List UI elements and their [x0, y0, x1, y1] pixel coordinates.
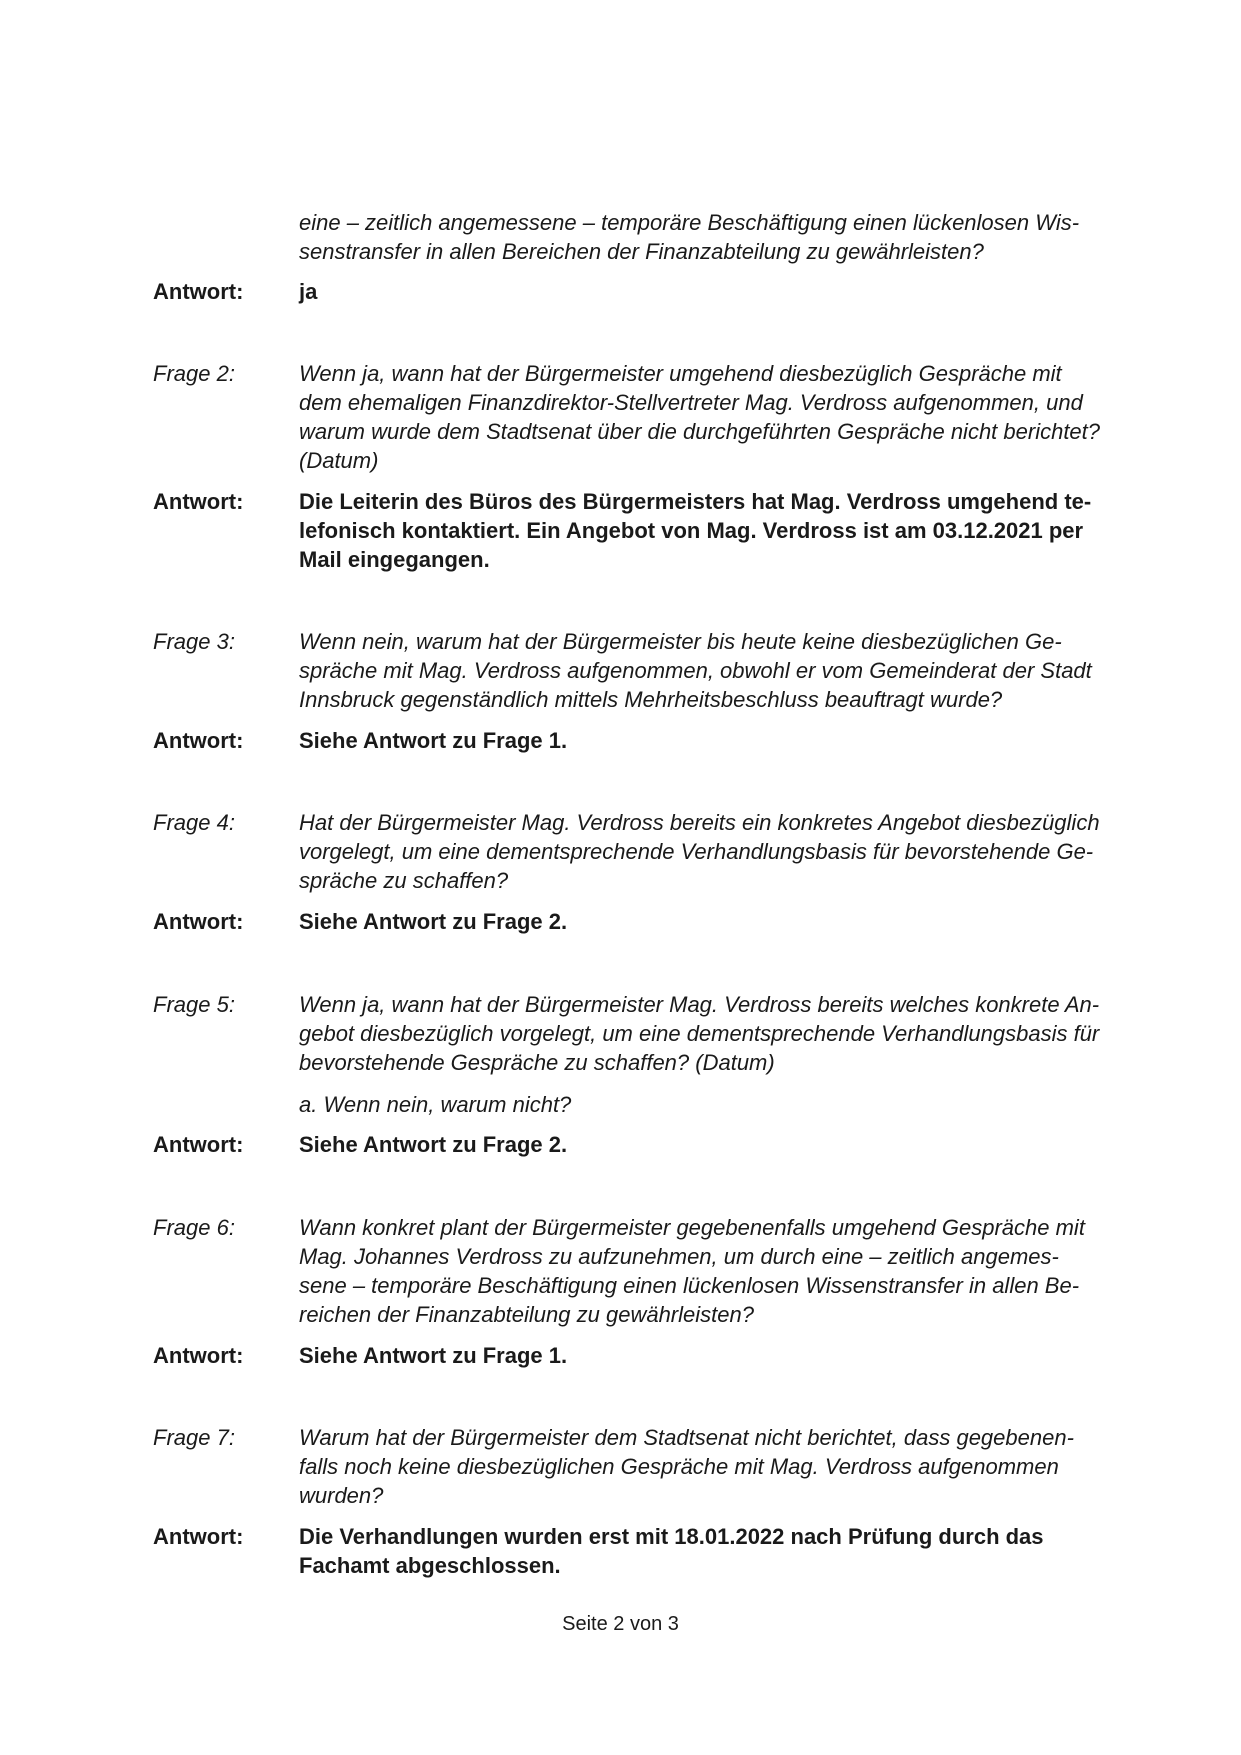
- answer-7-line-2: Fachamt abgeschlossen.: [299, 1553, 561, 1578]
- question-5-line-2: gebot diesbezüglich vorgelegt, um eine dementsprechende Verhandlungsbasis für: [299, 1021, 1100, 1046]
- question-5-sub: a. Wenn nein, warum nicht?: [299, 1092, 572, 1117]
- question-4-line-3: spräche zu schaffen?: [299, 868, 509, 893]
- answer-3-line-1: Siehe Antwort zu Frage 1.: [299, 728, 568, 753]
- question-2-line-1: Wenn ja, wann hat der Bürgermeister umgehend diesbezüglich Gespräche mit: [299, 361, 1062, 386]
- question-4-line-1: Hat der Bürgermeister Mag. Verdross bereits ein konkretes Angebot diesbezüglich: [299, 810, 1100, 835]
- intro-line-2: senstransfer in allen Bereichen der Finanzabteilung zu gewährleisten?: [299, 239, 984, 264]
- answer-2-line-2: lefonisch kontaktiert. Ein Angebot von Mag. Verdross ist am 03.12.2021 per: [299, 518, 1084, 543]
- answer-5-line-1: Siehe Antwort zu Frage 2.: [299, 1132, 568, 1157]
- question-6-line-1: Wann konkret plant der Bürgermeister gegebenenfalls umgehend Gespräche mit: [299, 1215, 1085, 1240]
- answer-1-line-1: ja: [299, 279, 318, 304]
- answer-label-5: Antwort:: [153, 1132, 244, 1157]
- question-6-line-3: sene – temporäre Beschäftigung einen lückenlosen Wissenstransfer in allen Be-: [299, 1273, 1080, 1298]
- question-6-line-4: reichen der Finanzabteilung zu gewährleisten?: [299, 1302, 754, 1327]
- question-label-7: Frage 7:: [153, 1425, 235, 1450]
- answer-label-3: Antwort:: [153, 728, 244, 753]
- question-3-line-1: Wenn nein, warum hat der Bürgermeister bis heute keine diesbezüglichen Ge-: [299, 629, 1062, 654]
- question-6-line-2: Mag. Johannes Verdross zu aufzunehmen, um durch eine – zeitlich angemes-: [299, 1244, 1059, 1269]
- answer-label-4: Antwort:: [153, 909, 244, 934]
- answer-label-2: Antwort:: [153, 489, 244, 514]
- answer-label-7: Antwort:: [153, 1524, 244, 1549]
- answer-4-line-1: Siehe Antwort zu Frage 2.: [299, 909, 568, 934]
- question-7-line-2: falls noch keine diesbezüglichen Gespräche mit Mag. Verdross aufgenommen: [299, 1454, 1059, 1479]
- page-number: Seite 2 von 3: [562, 1613, 679, 1635]
- answer-2-line-1: Die Leiterin des Büros des Bürgermeisters hat Mag. Verdross umgehend te-: [299, 489, 1092, 514]
- question-2-line-3: warum wurde dem Stadtsenat über die durchgeführten Gespräche nicht berichtet?: [299, 419, 1101, 444]
- question-7-line-1: Warum hat der Bürgermeister dem Stadtsenat nicht berichtet, dass gegebenen-: [299, 1425, 1074, 1450]
- question-4-line-2: vorgelegt, um eine dementsprechende Verhandlungsbasis für bevorstehende Ge-: [299, 839, 1094, 864]
- intro-line-1: eine – zeitlich angemessene – temporäre Beschäftigung einen lückenlosen Wis-: [299, 210, 1080, 235]
- answer-7-line-1: Die Verhandlungen wurden erst mit 18.01.2022 nach Prüfung durch das: [299, 1524, 1044, 1549]
- question-label-2: Frage 2:: [153, 361, 235, 386]
- question-3-line-3: Innsbruck gegenständlich mittels Mehrheitsbeschluss beauftragt wurde?: [299, 687, 1003, 712]
- question-label-5: Frage 5:: [153, 992, 235, 1017]
- question-label-4: Frage 4:: [153, 810, 235, 835]
- question-2-line-2: dem ehemaligen Finanzdirektor-Stellvertreter Mag. Verdross aufgenommen, und: [299, 390, 1083, 415]
- answer-6-line-1: Siehe Antwort zu Frage 1.: [299, 1343, 568, 1368]
- question-5-line-3: bevorstehende Gespräche zu schaffen? (Datum): [299, 1050, 775, 1075]
- answer-label-6: Antwort:: [153, 1343, 244, 1368]
- question-label-3: Frage 3:: [153, 629, 235, 654]
- answer-label-1: Antwort:: [153, 279, 244, 304]
- answer-2-line-3: Mail eingegangen.: [299, 547, 490, 572]
- question-7-line-3: wurden?: [299, 1483, 384, 1508]
- question-5-line-1: Wenn ja, wann hat der Bürgermeister Mag. Verdross bereits welches konkrete An-: [299, 992, 1100, 1017]
- question-3-line-2: spräche mit Mag. Verdross aufgenommen, obwohl er vom Gemeinderat der Stadt: [299, 658, 1092, 683]
- question-label-6: Frage 6:: [153, 1215, 235, 1240]
- question-2-line-4: (Datum): [299, 448, 379, 473]
